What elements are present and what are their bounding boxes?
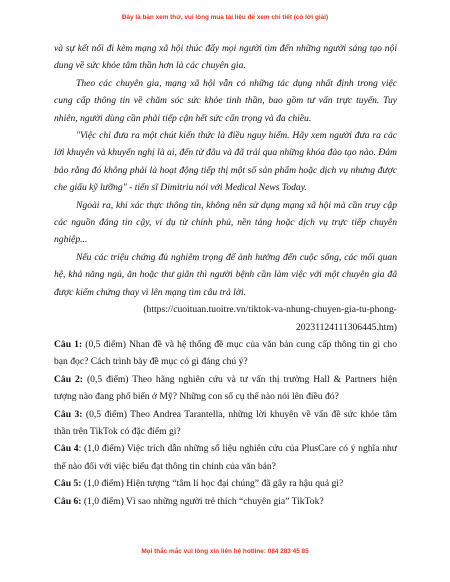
question-label: Câu 5:: [54, 478, 82, 490]
question-text: (0,5 điểm) Theo Andrea Tarantella, những lời khuyên về vấn đề sức khỏe tâm thần trên TikTok có đặc điểm gì?: [54, 408, 397, 437]
question-6: [54, 493, 397, 510]
question-label: Câu 3:: [54, 408, 83, 420]
question-label: Câu 6:: [54, 495, 82, 507]
question-1: [54, 336, 397, 371]
question-5: [54, 475, 397, 492]
question-label: Câu 2:: [54, 373, 84, 385]
paragraph: Theo các chuyên gia, mạng xã hội vẫn có những tác dụng nhất định trong việc cung cấp thông tin về chăm sóc sức khỏe tinh thần, bao gồm tư vấn trực tuyến. Tuy nhiên, người dùng cần phải tiếp cận hết sức cẩn trọng và đa chiều.: [54, 77, 397, 124]
question-4: [54, 440, 397, 475]
question-label: Câu 1:: [54, 338, 83, 350]
question-text: (1,0 điểm) Hiện tượng “tâm lí học đại chúng” đã gây ra hậu quả gì?: [83, 478, 344, 490]
question-text: : (1,0 điểm) Việc trích dẫn những số liệu nghiên cứu của PlusCare có ý nghĩa như thế nào đối với việc biểu đạt thông tin chính của văn bản?: [54, 443, 398, 472]
footer-notice: Mọi thắc mắc vui lòng xin liên hệ hotline: 084 283 45 85: [141, 548, 309, 555]
paragraph: Ngoài ra, khi xác thực thông tin, không nên sử dụng mạng xã hội mà cần truy cập các nguồn đáng tin cậy, ví dụ từ chính phủ, nền tảng hoặc dịch vụ trực tiếp chuyên nghiệp...: [54, 199, 397, 246]
header-notice: Đây là bản xem thử, vui lòng mua tài liệu để xem chi tiết (có lời giải): [121, 14, 329, 21]
question-text: (0,5 điểm) Nhan đề và hệ thống đề mục của văn bản cung cấp thông tin gì cho bạn đọc? Cách trình bày đề mục có gì đáng chú ý?: [54, 338, 398, 368]
question-text: (0,5 điểm) Theo hãng nghiên cứu và tư vấn thị trường Hall & Partners hiện tượng nào đang phổ biến ở Mỹ? Những con số cụ thể nào nói lên điều đó?: [54, 373, 397, 403]
source-citation: (https://cuoituan.tuoitre.vn/tiktok-va-nhung-chuyen-gia-tu-phong-20231124111306445.htm): [143, 304, 397, 333]
question-text: (1,0 điểm) Vì sao những người trẻ thích “chuyên gia” TikTok?: [83, 495, 324, 507]
paragraph: và sự kết nối đi kèm mạng xã hội thúc đẩy mọi người tìm đến những người sáng tạo nội dung về sức khỏe tâm thần hơn là các chuyên gia.: [54, 43, 397, 72]
question-3: [54, 406, 397, 441]
paragraph: "Việc chỉ đưa ra một chút kiến thức là điều nguy hiểm. Hãy xem người đưa ra các lời khuyên và khuyến nghị là ai, đến từ đâu và đã trải qua những khóa đào tạo nào. Đảm bảo rằng đó không phải là hoạt động tiếp thị một số sản phẩm hoặc dịch vụ nhưng được che giấu kỹ lưỡng" - tiến sĩ Dimitriu nói với Medical News Today.: [54, 130, 397, 194]
document-body: [54, 40, 397, 510]
paragraph: Nếu các triệu chứng đủ nghiêm trọng để ảnh hưởng đến cuộc sống, các mối quan hệ, khả năng ngủ, ăn hoặc thư giãn thì người bệnh cần làm việc với một chuyên gia đã được kiểm chứng thay vì lên mạng tìm câu trả lời.: [54, 251, 397, 298]
question-label: Câu 4: [54, 443, 79, 455]
question-2: [54, 371, 397, 406]
